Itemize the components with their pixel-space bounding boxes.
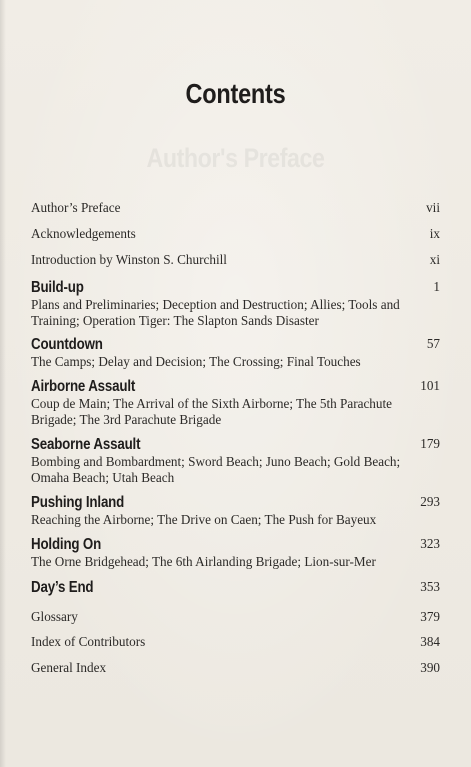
toc-chapter-days-end xyxy=(31,579,440,597)
toc-page-number: 101 xyxy=(420,378,440,393)
toc-entry-label: Acknowledgements xyxy=(31,226,136,241)
chapter-title: Build-up xyxy=(31,279,84,296)
chapter-title: Pushing Inland xyxy=(31,494,125,511)
toc-entry-label: Index of Contributors xyxy=(31,634,146,649)
toc-entry-general-index xyxy=(31,660,440,676)
page-edge-shadow xyxy=(0,0,6,767)
toc-page-number: 293 xyxy=(420,494,440,509)
toc-page-number: vii xyxy=(426,200,440,215)
chapter-title: Day’s End xyxy=(31,579,94,596)
show-through-heading: Author's Preface xyxy=(146,143,325,173)
chapter-description: Bombing and Bombardment; Sword Beach; Juno Beach; Gold Beach; Omaha Beach; Utah Beach xyxy=(31,454,401,485)
toc-chapter-holding-on xyxy=(31,536,440,570)
chapter-description: The Camps; Delay and Decision; The Crossing; Final Touches xyxy=(31,354,361,369)
toc-entry-label: Glossary xyxy=(31,609,78,624)
chapter-title: Seaborne Assault xyxy=(31,436,141,453)
chapter-description: The Orne Bridgehead; The 6th Airlanding Brigade; Lion-sur-Mer xyxy=(31,554,376,569)
toc-page-number: ix xyxy=(429,226,440,241)
chapter-description: Plans and Preliminaries; Deception and Destruction; Allies; Tools and Training; Operation Tiger: The Slapton Sands Disaster xyxy=(31,297,400,328)
toc-page-number: 384 xyxy=(420,634,440,649)
toc-entry-label: Author’s Preface xyxy=(31,200,121,215)
toc-entry-acknowledgements xyxy=(31,226,440,242)
toc-page-number: 1 xyxy=(433,279,440,294)
toc-page-number: 379 xyxy=(420,609,440,624)
toc-entry-authors-preface xyxy=(31,200,440,216)
toc-chapter-airborne-assault xyxy=(31,378,440,428)
toc-entry-index-of-contributors xyxy=(31,634,440,650)
chapter-title: Airborne Assault xyxy=(31,378,136,395)
toc-entry-label: General Index xyxy=(31,660,107,675)
toc-page-number: 323 xyxy=(420,536,440,551)
toc-entry-introduction xyxy=(31,252,440,268)
toc-page-number: 179 xyxy=(420,436,440,451)
chapter-description: Coup de Main; The Arrival of the Sixth Airborne; The 5th Parachute Brigade; The 3rd Parachute Brigade xyxy=(31,396,392,427)
toc-chapter-build-up xyxy=(31,279,440,329)
chapter-title: Countdown xyxy=(31,336,103,353)
toc-entry-glossary xyxy=(31,609,440,625)
toc-page-number: 353 xyxy=(420,579,440,594)
toc-chapter-seaborne-assault xyxy=(31,436,440,486)
chapter-description: Reaching the Airborne; The Drive on Caen; The Push for Bayeux xyxy=(31,512,377,527)
toc-chapter-countdown xyxy=(31,336,440,370)
toc-page-number: xi xyxy=(429,252,440,267)
toc-page-number: 57 xyxy=(426,336,440,351)
toc-entry-label: Introduction by Winston S. Churchill xyxy=(31,252,227,267)
toc-page-number: 390 xyxy=(420,660,440,675)
toc-chapter-pushing-inland xyxy=(31,494,440,528)
chapter-title: Holding On xyxy=(31,536,102,553)
page-title: Contents xyxy=(185,78,286,109)
